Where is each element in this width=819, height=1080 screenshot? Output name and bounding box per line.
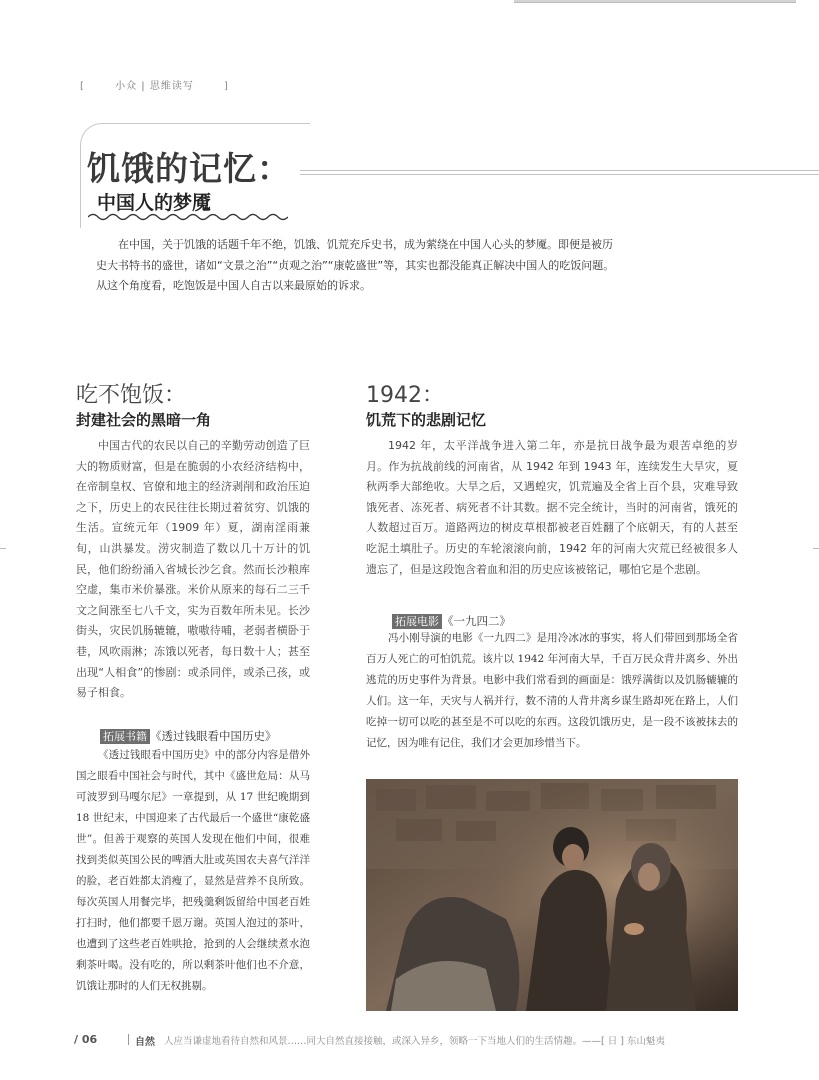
column-tag bbox=[76, 77, 233, 92]
right-body-text: 1942 年，太平洋战争进入第二年，亦是抗日战争最为艰苦卓绝的岁月。作为抗战前线的河南省，从 1942 年到 1943 年，连续发生大旱灾，夏秋两季大部绝收。大旱之后，又遇蝗灾，饥荒遍及全省上百个县，灾难导致饿死者、冻死者、病死者不计其数。据不完全统计，当时的河南省，饿死的人数超过百万。道路两边的树皮草根都被老百姓翻了个底朝天，有的人甚至吃泥土填肚子。历史的车轮滚滚向前，1942 年的河南大灾荒已经被很多人遗忘了，但是这段饱含着血和泪的历史应该被铭记，哪怕它是个悲剧。 bbox=[366, 439, 738, 576]
footer-divider bbox=[128, 1034, 129, 1045]
film-extension-heading bbox=[392, 613, 511, 629]
film-still-photo bbox=[366, 779, 738, 1011]
crop-mark bbox=[813, 548, 819, 549]
column-name: 小众 | 思维读写 bbox=[115, 81, 194, 92]
intro-paragraph: 在中国，关于饥饿的话题千年不绝，饥饿、饥荒充斥史书，成为萦绕在中国人心头的梦魇。即便是被历史大书特书的盛世，诸如“文景之治”“贞观之治”“康乾盛世”等，其实也都没能真正解决中国人的吃饭问题。从这个角度看，吃饱饭是中国人自古以来最原始的诉求。 bbox=[96, 238, 615, 292]
wave-divider bbox=[88, 212, 288, 222]
film-badge: 拓展电影 bbox=[392, 614, 442, 629]
footer-quote: 人应当谦虚地看待自然和风景……同大自然直接接触，或深入异乡，领略一下当地人们的生活情趣。——[ 日 ] 东山魁夷 bbox=[164, 1036, 665, 1047]
page-footer bbox=[74, 1033, 794, 1049]
left-body-text: 中国古代的农民以自己的辛勤劳动创造了巨大的物质财富，但是在脆弱的小农经济结构中，在帝制皇权、官僚和地主的经济剥削和政治压迫之下，历史上的农民往往长期过着贫穷、饥饿的生活。宣统元年（1909 年）夏，湖南淫雨兼旬，山洪暴发。涝灾制造了数以几十万计的饥民，他们纷纷涌入省城长沙乞食。然而长沙粮库空虚，集市米价暴涨。米价从原来的每石二三千文之间涨至七八千文，实为百数年所未见。长沙街头，灾民饥肠辘辘，嗷嗷待哺，老弱者横卧于巷，风吹雨淋；冻饿以死者，每日数十人；甚至出现“人相食”的惨剧：或杀同伴，或杀己孩，或易子相食。 bbox=[76, 439, 310, 700]
bracket-left: [ bbox=[80, 81, 85, 92]
book-title: 《透过钱眼看中国历史》 bbox=[150, 729, 277, 743]
page-number: / 06 bbox=[74, 1033, 98, 1046]
book-badge: 拓展书籍 bbox=[100, 729, 150, 744]
left-section-subtitle: 封建社会的黑暗一角 bbox=[76, 411, 212, 429]
title-rule bbox=[300, 170, 819, 175]
right-section-title: 1942： bbox=[366, 383, 444, 408]
book-extension-heading bbox=[100, 728, 277, 744]
top-tab-decoration bbox=[514, 0, 796, 3]
film-extension-text: 冯小刚导演的电影《一九四二》是用冷冰冰的事实，将人们带回到那场全省百万人死亡的可怕饥荒。该片以 1942 年河南大旱，千百万民众背井离乡、外出逃荒的历史事件为背景。电影中我们常看到的画面是：饿殍满街以及饥肠辘辘的人们。这一年，天灾与人祸并行，数不清的人背井离乡谋生路却死在路上，人们吃掉一切可以吃的甚至是不可以吃的东西。这段饥饿历史，是一段不该被抹去的记忆，因为唯有记住，我们才会更加珍惜当下。 bbox=[366, 632, 738, 749]
left-section-title: 吃不饱饭： bbox=[76, 383, 187, 408]
film-title: 《一九四二》 bbox=[442, 614, 511, 628]
page-subtitle: 中国人的梦魇 bbox=[97, 192, 212, 214]
footer-section-label: 自然 bbox=[135, 1037, 155, 1048]
page-title: 饥饿的记忆： bbox=[87, 149, 291, 188]
right-section-subtitle: 饥荒下的悲剧记忆 bbox=[366, 411, 487, 429]
bracket-right: ] bbox=[224, 81, 229, 92]
book-extension-text: 《透过钱眼看中国历史》中的部分内容是借外国之眼看中国社会与时代，其中《盛世危局：从马可波罗到马嘎尔尼》一章提到，从 17 世纪晚期到 18 世纪末，中国迎来了古代最后一个盛世“康乾盛世”。但善于观察的英国人发现在他们中间，很难找到类似英国公民的啤酒大肚或英国农夫喜气洋洋的脸，老百姓都太消瘦了，显然是营养不良所致。每次英国人用餐完毕，把残羹剩饭留给中国老百姓打扫时，他们都要千恩万谢。英国人泡过的茶叶，也遭到了这些老百姓哄抢，抢到的人会继续煮水泡剩茶叶喝。没有吃的，所以剩茶叶他们也不介意，饥饿让那时的人们无权挑剔。 bbox=[76, 749, 310, 992]
crop-mark bbox=[0, 548, 6, 549]
